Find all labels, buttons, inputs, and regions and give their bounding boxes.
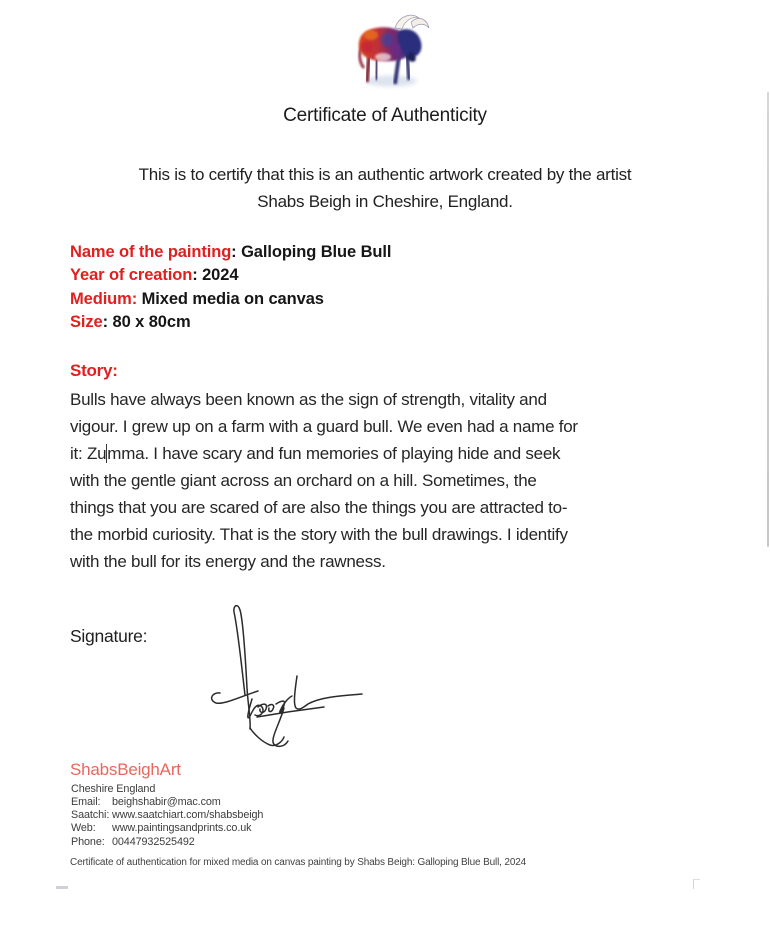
web-url: www.paintingsandprints.co.uk [112, 822, 252, 835]
brand-name: ShabsBeighArt [70, 760, 181, 779]
meta-label: Size [70, 313, 103, 332]
corner-mark-bottom-right [693, 879, 700, 889]
certify-line: Shabs Beigh in Cheshire, England. [257, 192, 513, 211]
story-text: mma. I have scary and fun memories of playing hide and seek [107, 444, 561, 463]
story-section [70, 357, 578, 575]
corner-mark-bottom-left [56, 886, 68, 889]
meta-label: Medium: [70, 289, 138, 308]
certify-line: This is to certify that this is an authentic artwork created by the artist [138, 165, 632, 184]
page-edge-line [767, 92, 769, 547]
email-value: beighshabir@mac.com [112, 796, 221, 808]
meta-value: 80 x 80cm [112, 313, 191, 332]
certificate-footnote: Certificate of authentication for mixed media on canvas painting by Shabs Beigh: Galloping Blue Bull, 2024 [70, 857, 527, 868]
contact-block [71, 796, 263, 849]
bull-logo-image [339, 4, 431, 90]
meta-value: Galloping Blue Bull [241, 243, 392, 261]
story-line-with-caret[interactable] [70, 440, 578, 467]
story-line: with the bull for its energy and the rawness. [70, 552, 386, 571]
certification-statement [0, 161, 770, 215]
meta-label: Year of creation [70, 266, 193, 285]
meta-row-size: Size: 80 x 80cm [70, 313, 191, 332]
story-heading: Story: [70, 361, 118, 380]
story-line: vigour. I grew up on a farm with a guard bull. We even had a name for [70, 417, 578, 436]
story-line: with the gentle giant across an orchard on a hill. Sometimes, the [70, 471, 537, 490]
meta-label: Name of the painting [70, 243, 232, 261]
meta-value: Mixed media on canvas [141, 289, 324, 308]
bull-painting-icon [339, 4, 431, 90]
meta-row-year: Year of creation: 2024 [70, 266, 239, 285]
signature-icon [200, 600, 372, 757]
saatchi-url: www.saatchiart.com/shabsbeigh [112, 809, 264, 822]
contact-web: Web: www.paintingsandprints.co.uk [71, 822, 252, 835]
meta-row-name: Name of the painting: Galloping Blue Bull [70, 243, 392, 261]
story-line: things that you are scared of are also the things you are attracted to- [70, 498, 568, 517]
handwritten-signature [200, 600, 372, 757]
meta-row-medium [70, 288, 391, 311]
meta-value: 2024 [202, 266, 239, 285]
contact-saatchi: Saatchi: www.saatchiart.com/shabsbeigh [71, 809, 264, 822]
page-title: Certificate of Authenticity [283, 105, 487, 126]
story-line: the morbid curiosity. That is the story with the bull drawings. I identify [70, 525, 568, 544]
contact-phone: Phone: 00447932525492 [71, 835, 195, 848]
signature-label: Signature: [70, 626, 148, 646]
phone-value: 00447932525492 [112, 835, 195, 848]
contact-email: Email: beighshabir@mac.com [71, 796, 221, 808]
story-line: Bulls have always been known as the sign of strength, vitality and [70, 390, 547, 409]
artwork-metadata [70, 241, 391, 335]
brand-location: Cheshire England [71, 783, 156, 795]
story-text: it: Zu [70, 444, 107, 463]
